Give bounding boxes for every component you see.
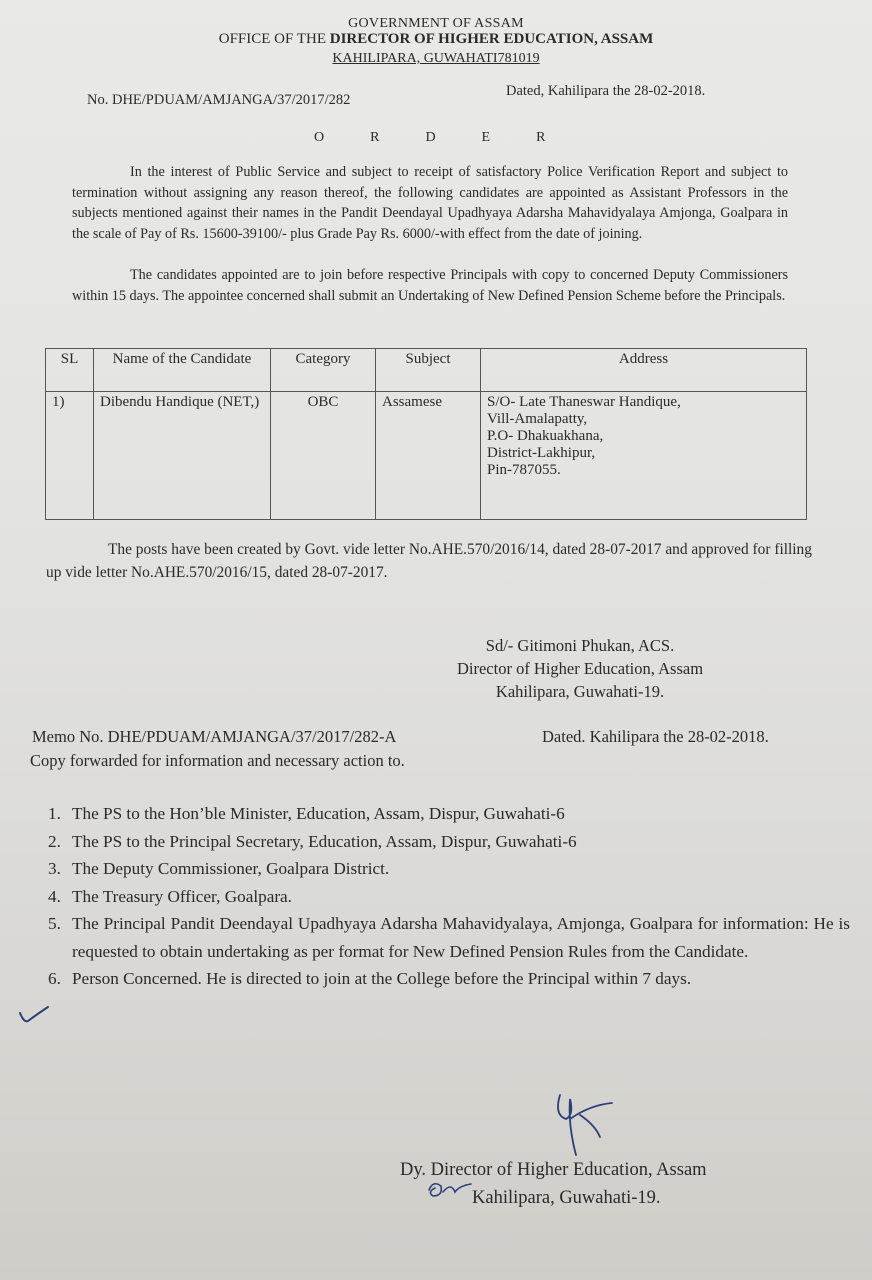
list-text: The PS to the Hon’ble Minister, Education, Assam, Dispur, Guwahati-6 (72, 804, 565, 823)
copy-forwarded-text: Copy forwarded for information and necessary action to. (30, 751, 405, 770)
posts-paragraph: The posts have been created by Govt. vide letter No.AHE.570/2016/14, dated 28-07-2017 and approved for filling up vide letter No.AHE.570/2016/15, dated 28-07-2017. (46, 541, 812, 581)
candidate-table (45, 348, 807, 520)
table-row (46, 392, 807, 520)
tick-mark-icon (18, 1003, 58, 1027)
address-line: S/O- Late Thaneswar Handique, (487, 394, 681, 410)
director-title: Director of Higher Education, Assam (456, 659, 704, 678)
recipient-list (30, 800, 850, 993)
list-item (30, 855, 850, 883)
cell-sl: 1) (46, 392, 94, 520)
list-text: Person Concerned. He is directed to join at the College before the Principal within 7 days. (72, 969, 692, 988)
list-number: 5. (48, 914, 61, 933)
deputy-director-title: Dy. Director of Higher Education, Assam (400, 1160, 707, 1180)
deputy-director-address: Kahilipara, Guwahati-19. (472, 1188, 661, 1208)
cell-subject: Assamese (376, 392, 481, 520)
list-item (30, 800, 850, 828)
address-line: Pin-787055. (487, 462, 561, 478)
handwritten-signature-icon (540, 1085, 630, 1165)
director-address: Kahilipara, Guwahati-19. (495, 682, 665, 701)
header-subject: Subject (376, 349, 481, 392)
address-line: District-Lakhipur, (487, 445, 596, 461)
table-header-row (46, 349, 807, 392)
list-item (30, 828, 850, 856)
deputy-director-signature-block (400, 1156, 707, 1212)
header-name: Name of the Candidate (94, 349, 271, 392)
list-text: The Principal Pandit Deendayal Upadhyaya Adarsha Mahavidyalaya, Amjonga, Goalpara for information: He is requested to obtain undertaking as per format for New Defined Pension Rules from the Candidate. (72, 914, 850, 961)
list-text: The Deputy Commissioner, Goalpara District. (72, 859, 390, 878)
list-number: 1. (48, 804, 61, 823)
list-text: The Treasury Officer, Goalpara. (72, 886, 292, 906)
order-title: ORDER (314, 130, 592, 145)
list-number: 4. (48, 886, 61, 906)
director-name: Sd/- Gitimoni Phukan, ACS. (485, 636, 675, 655)
list-number: 3. (48, 859, 61, 878)
address-line: Vill-Amalapatty, (487, 411, 588, 427)
list-text: The PS to the Principal Secretary, Education, Assam, Dispur, Guwahati-6 (72, 831, 577, 851)
cell-address (481, 392, 807, 520)
order-paragraph-2: The candidates appointed are to join before respective Principals with copy to concerned Deputy Commissioners within 15 days. The appointee concerned shall submit an Undertaking of New Defined Pension Scheme before the Principals. (72, 267, 788, 304)
govt-heading: GOVERNMENT OF ASSAM (348, 16, 524, 31)
reference-number: No. DHE/PDUAM/AMJANGA/37/2017/282 (87, 92, 351, 108)
order-paragraph-1: In the interest of Public Service and subject to receipt of satisfactory Police Verification Report and subject to termination without assigning any reason thereof, the following candidates are appointed as Assistant Professors in the subjects mentioned against their names in the Pandit Deendayal Upadhyaya Adarsha Mahavidyalaya Amjonga, Goalpara in the scale of Pay of Rs. 15600-39100/- plus Grade Pay Rs. 6000/-with effect from the date of joining. (72, 164, 788, 242)
director-signature-block (420, 634, 740, 703)
cell-name: Dibendu Handique (NET,) (94, 392, 271, 520)
list-item (30, 965, 850, 993)
memo-date: Dated. Kahilipara the 28-02-2018. (542, 727, 769, 746)
header-address: Address (481, 349, 807, 392)
header-sl: SL (46, 349, 94, 392)
cell-category: OBC (271, 392, 376, 520)
office-address: KAHILIPARA, GUWAHATI781019 (332, 51, 540, 66)
header-category: Category (271, 349, 376, 392)
list-number: 2. (48, 831, 61, 851)
office-heading-bold: DIRECTOR OF HIGHER EDUCATION, ASSAM (329, 31, 654, 47)
office-heading: OFFICE OF THE DIRECTOR OF HIGHER EDUCATION, ASSAM (218, 31, 654, 47)
list-number: 6. (48, 969, 61, 988)
memo-number: Memo No. DHE/PDUAM/AMJANGA/37/2017/282-A (32, 727, 397, 746)
list-item (30, 910, 850, 965)
address-line: P.O- Dhakuakhana, (487, 428, 604, 444)
list-item (30, 883, 850, 911)
reference-date: Dated, Kahilipara the 28-02-2018. (506, 83, 706, 99)
